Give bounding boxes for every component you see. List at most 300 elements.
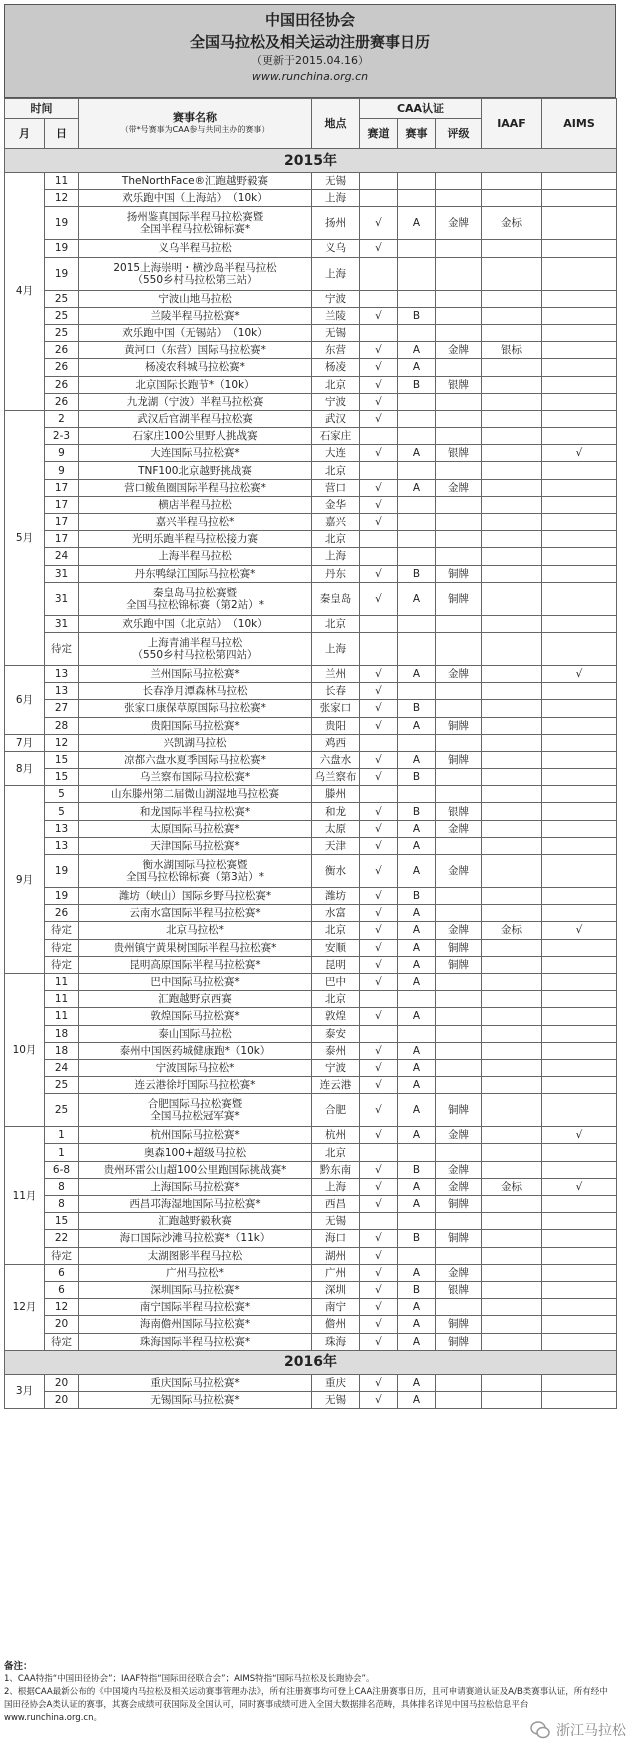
day-cell: 20	[45, 1316, 79, 1333]
aims-cell	[542, 769, 617, 786]
grade-cell	[436, 1374, 482, 1391]
location-cell: 北京	[312, 376, 360, 393]
day-cell: 12	[45, 1299, 79, 1316]
grade-cell	[436, 190, 482, 207]
event-name-cell: 2015上海崇明・横沙岛半程马拉松 （550乡村马拉松第三站）	[79, 257, 312, 290]
iaaf-cell: 金标	[482, 1178, 542, 1195]
race-cert-cell: B	[398, 376, 436, 393]
year-row	[5, 149, 617, 173]
grade-cell: 铜牌	[436, 1094, 482, 1127]
course-cert-cell: √	[360, 445, 398, 462]
iaaf-cell	[482, 376, 542, 393]
table-row	[5, 410, 617, 427]
aims-cell	[542, 410, 617, 427]
race-cert-cell: A	[398, 1391, 436, 1408]
day-cell: 9	[45, 445, 79, 462]
iaaf-cell	[482, 324, 542, 341]
course-cert-cell: √	[360, 855, 398, 888]
table-row	[5, 428, 617, 445]
day-cell: 待定	[45, 632, 79, 665]
table-row	[5, 1025, 617, 1042]
location-cell: 义乌	[312, 240, 360, 257]
grade-cell: 金牌	[436, 207, 482, 240]
day-cell: 11	[45, 973, 79, 990]
event-name-cell: 欢乐跑中国（北京站） （10k）	[79, 615, 312, 632]
event-name-cell: 凉都六盘水夏季国际马拉松赛*	[79, 751, 312, 768]
event-name-cell: 横店半程马拉松	[79, 496, 312, 513]
location-cell: 广州	[312, 1264, 360, 1281]
website-url: www.runchina.org.cn	[251, 70, 369, 83]
grade-cell	[436, 769, 482, 786]
course-cert-cell: √	[360, 803, 398, 820]
event-name-cell: 嘉兴半程马拉松*	[79, 514, 312, 531]
location-cell: 大连	[312, 445, 360, 462]
iaaf-cell	[482, 1247, 542, 1264]
table-row	[5, 905, 617, 922]
location-cell: 北京	[312, 922, 360, 939]
table-row	[5, 956, 617, 973]
table-row	[5, 207, 617, 240]
day-cell: 20	[45, 1374, 79, 1391]
grade-cell: 银牌	[436, 1281, 482, 1298]
event-name-cell: 敦煌国际马拉松赛*	[79, 1008, 312, 1025]
course-cert-cell: √	[360, 410, 398, 427]
grade-cell	[436, 240, 482, 257]
day-cell: 待定	[45, 956, 79, 973]
iaaf-cell	[482, 615, 542, 632]
course-cert-cell: √	[360, 1127, 398, 1144]
aims-cell	[542, 700, 617, 717]
notes-title: 备注：	[4, 1661, 33, 1672]
table-row	[5, 700, 617, 717]
iaaf-cell	[482, 905, 542, 922]
location-cell: 儋州	[312, 1316, 360, 1333]
day-cell: 8	[45, 1196, 79, 1213]
day-cell: 6	[45, 1264, 79, 1281]
course-cert-cell	[360, 531, 398, 548]
table-row	[5, 837, 617, 854]
aims-cell	[542, 428, 617, 445]
iaaf-cell	[482, 939, 542, 956]
aims-cell	[542, 1094, 617, 1127]
course-cert-cell: √	[360, 1008, 398, 1025]
org-name: 中国田径协会	[264, 11, 355, 29]
grade-cell	[436, 462, 482, 479]
grade-cell: 金牌	[436, 1161, 482, 1178]
course-cert-cell: √	[360, 1230, 398, 1247]
day-cell: 13	[45, 820, 79, 837]
grade-cell: 铜牌	[436, 582, 482, 615]
grade-cell	[436, 548, 482, 565]
course-cert-cell	[360, 548, 398, 565]
aims-cell	[542, 855, 617, 888]
col-race: 赛事	[398, 119, 436, 149]
event-name-cell: 泰山国际马拉松	[79, 1025, 312, 1042]
grade-cell	[436, 1008, 482, 1025]
notes-line-2: 2、根据CAA最新公布的《中国境内马拉松及相关运动赛事管理办法》，所有注册赛事均可登上CAA注册赛事日历，且可申请赛道认证及A/B类赛事认证，所有经中国田径协会A类认证的赛事，其赛会成绩可获国际及全国认可，同时赛事成绩可进入全国大数据排名范畴，具体排名详见中国马拉松信息平台www.runchina.org.cn。	[4, 1687, 608, 1723]
course-cert-cell	[360, 1144, 398, 1161]
event-name-cell: 义乌半程马拉松	[79, 240, 312, 257]
event-name-cell: 扬州鉴真国际半程马拉松赛暨 全国半程马拉松锦标赛*	[79, 207, 312, 240]
day-cell: 25	[45, 307, 79, 324]
race-cert-cell: A	[398, 922, 436, 939]
aims-cell	[542, 1281, 617, 1298]
calendar-title: 全国马拉松及相关运动注册赛事日历	[189, 33, 430, 51]
location-cell: 无锡	[312, 324, 360, 341]
location-cell: 重庆	[312, 1374, 360, 1391]
grade-cell: 银牌	[436, 445, 482, 462]
aims-cell	[542, 1299, 617, 1316]
event-name-cell: 贵州环雷公山超100公里跑国际挑战赛*	[79, 1161, 312, 1178]
table-row	[5, 1247, 617, 1264]
day-cell: 15	[45, 751, 79, 768]
iaaf-cell	[482, 445, 542, 462]
event-name-cell: 北京国际长跑节*（10k）	[79, 376, 312, 393]
race-cert-cell: A	[398, 1127, 436, 1144]
event-name-cell: 宁波国际马拉松*	[79, 1059, 312, 1076]
iaaf-cell	[482, 769, 542, 786]
day-cell: 1	[45, 1144, 79, 1161]
table-row	[5, 462, 617, 479]
course-cert-cell	[360, 734, 398, 751]
aims-cell	[542, 190, 617, 207]
month-cell: 5月	[5, 410, 45, 665]
table-row	[5, 1213, 617, 1230]
iaaf-cell	[482, 548, 542, 565]
location-cell: 珠海	[312, 1333, 360, 1350]
grade-cell	[436, 615, 482, 632]
event-name-cell: 营口鲅鱼圈国际半程马拉松赛*	[79, 479, 312, 496]
table-row	[5, 1391, 617, 1408]
day-cell: 19	[45, 855, 79, 888]
day-cell: 31	[45, 582, 79, 615]
aims-cell	[542, 496, 617, 513]
aims-cell	[542, 1042, 617, 1059]
aims-cell	[542, 973, 617, 990]
iaaf-cell	[482, 1299, 542, 1316]
month-cell: 11月	[5, 1127, 45, 1265]
grade-cell: 金牌	[436, 479, 482, 496]
location-cell: 海口	[312, 1230, 360, 1247]
course-cert-cell	[360, 324, 398, 341]
aims-cell	[542, 683, 617, 700]
grade-cell: 铜牌	[436, 565, 482, 582]
iaaf-cell	[482, 173, 542, 190]
grade-cell	[436, 1247, 482, 1264]
event-name-cell: 深圳国际马拉松赛*	[79, 1281, 312, 1298]
course-cert-cell	[360, 173, 398, 190]
iaaf-cell	[482, 240, 542, 257]
event-name-cell: 欢乐跑中国（上海站） （10k）	[79, 190, 312, 207]
aims-cell	[542, 1333, 617, 1350]
grade-cell	[436, 359, 482, 376]
location-cell: 上海	[312, 632, 360, 665]
race-cert-cell: A	[398, 1196, 436, 1213]
table-row	[5, 1094, 617, 1127]
location-cell: 贵阳	[312, 717, 360, 734]
grade-cell: 银牌	[436, 803, 482, 820]
grade-cell: 金牌	[436, 1264, 482, 1281]
event-name-cell: 云南水富国际半程马拉松赛*	[79, 905, 312, 922]
day-cell: 20	[45, 1391, 79, 1408]
iaaf-cell	[482, 1213, 542, 1230]
event-name-cell: 昆明高原国际半程马拉松赛*	[79, 956, 312, 973]
course-cert-cell: √	[360, 1094, 398, 1127]
race-cert-cell: A	[398, 359, 436, 376]
table-row	[5, 922, 617, 939]
header-block	[4, 4, 616, 98]
course-cert-cell: √	[360, 1333, 398, 1350]
day-cell: 15	[45, 1213, 79, 1230]
event-name-cell: 上海半程马拉松	[79, 548, 312, 565]
iaaf-cell	[482, 700, 542, 717]
watermark-text: 浙江马拉松	[556, 1723, 626, 1739]
location-cell: 湖州	[312, 1247, 360, 1264]
grade-cell	[436, 973, 482, 990]
table-row	[5, 717, 617, 734]
aims-cell	[542, 1059, 617, 1076]
col-event-note: （带*号赛事为CAA参与共同主办的赛事）	[120, 124, 270, 134]
day-cell: 17	[45, 479, 79, 496]
race-cert-cell: A	[398, 1094, 436, 1127]
aims-cell	[542, 548, 617, 565]
aims-cell	[542, 1264, 617, 1281]
location-cell: 石家庄	[312, 428, 360, 445]
course-cert-cell: √	[360, 393, 398, 410]
iaaf-cell	[482, 837, 542, 854]
event-name-cell: 杭州国际马拉松赛*	[79, 1127, 312, 1144]
aims-cell	[542, 376, 617, 393]
wechat-logo-icon	[530, 1720, 550, 1740]
day-cell: 1	[45, 1127, 79, 1144]
course-cert-cell: √	[360, 207, 398, 240]
location-cell: 无锡	[312, 173, 360, 190]
race-cert-cell	[398, 496, 436, 513]
iaaf-cell	[482, 1391, 542, 1408]
race-cert-cell: A	[398, 479, 436, 496]
location-cell: 宁波	[312, 1059, 360, 1076]
course-cert-cell: √	[360, 922, 398, 939]
iaaf-cell	[482, 1077, 542, 1094]
iaaf-cell	[482, 888, 542, 905]
course-cert-cell: √	[360, 1264, 398, 1281]
location-cell: 太原	[312, 820, 360, 837]
race-cert-cell: A	[398, 751, 436, 768]
grade-cell	[436, 1299, 482, 1316]
iaaf-cell	[482, 991, 542, 1008]
event-name-cell: 泰州中国医药城健康跑*（10k）	[79, 1042, 312, 1059]
aims-cell	[542, 734, 617, 751]
race-cert-cell	[398, 1213, 436, 1230]
table-row	[5, 888, 617, 905]
aims-cell	[542, 1161, 617, 1178]
col-location: 地点	[312, 99, 360, 149]
event-name-cell: 上海国际马拉松赛*	[79, 1178, 312, 1195]
grade-cell: 金牌	[436, 922, 482, 939]
aims-cell	[542, 1144, 617, 1161]
iaaf-cell	[482, 717, 542, 734]
race-cert-cell	[398, 410, 436, 427]
race-cert-cell	[398, 531, 436, 548]
watermark	[530, 1720, 626, 1740]
notes-line-1: 1、CAA特指“中国田径协会”；IAAF特指“国际田径联合会”；AIMS特指“国际马拉松及长跑协会”。	[4, 1674, 375, 1684]
course-cert-cell: √	[360, 665, 398, 682]
day-cell: 待定	[45, 922, 79, 939]
race-cert-cell: B	[398, 700, 436, 717]
course-cert-cell	[360, 615, 398, 632]
day-cell: 25	[45, 290, 79, 307]
grade-cell	[436, 786, 482, 803]
event-name-cell: 和龙国际半程马拉松赛*	[79, 803, 312, 820]
col-aims: AIMS	[542, 99, 617, 149]
table-row	[5, 376, 617, 393]
event-name-cell: 长春净月潭森林马拉松	[79, 683, 312, 700]
event-table	[4, 98, 617, 1409]
race-cert-cell: A	[398, 207, 436, 240]
iaaf-cell	[482, 1161, 542, 1178]
race-cert-cell: B	[398, 565, 436, 582]
iaaf-cell	[482, 1042, 542, 1059]
race-cert-cell: A	[398, 905, 436, 922]
aims-cell	[542, 1008, 617, 1025]
table-row	[5, 1161, 617, 1178]
day-cell: 25	[45, 1094, 79, 1127]
table-row	[5, 734, 617, 751]
event-name-cell: 珠海国际半程马拉松赛*	[79, 1333, 312, 1350]
grade-cell	[436, 1391, 482, 1408]
race-cert-cell	[398, 786, 436, 803]
location-cell: 衡水	[312, 855, 360, 888]
race-cert-cell	[398, 462, 436, 479]
event-name-cell: 贵阳国际马拉松赛*	[79, 717, 312, 734]
race-cert-cell	[398, 173, 436, 190]
race-cert-cell: A	[398, 445, 436, 462]
location-cell: 武汉	[312, 410, 360, 427]
day-cell: 22	[45, 1230, 79, 1247]
table-row	[5, 565, 617, 582]
aims-cell	[542, 1374, 617, 1391]
course-cert-cell: √	[360, 973, 398, 990]
location-cell: 上海	[312, 257, 360, 290]
table-row	[5, 1299, 617, 1316]
aims-cell	[542, 514, 617, 531]
month-cell: 10月	[5, 973, 45, 1126]
aims-cell	[542, 1025, 617, 1042]
iaaf-cell	[482, 1127, 542, 1144]
course-cert-cell: √	[360, 1059, 398, 1076]
calendar-sheet	[4, 4, 616, 1409]
location-cell: 上海	[312, 190, 360, 207]
day-cell: 19	[45, 257, 79, 290]
grade-cell	[436, 173, 482, 190]
day-cell: 13	[45, 837, 79, 854]
race-cert-cell	[398, 428, 436, 445]
aims-cell: √	[542, 1127, 617, 1144]
location-cell: 宁波	[312, 290, 360, 307]
grade-cell	[436, 837, 482, 854]
year-label: 2016年	[5, 1350, 617, 1374]
event-name-cell: 广州马拉松*	[79, 1264, 312, 1281]
day-cell: 19	[45, 207, 79, 240]
day-cell: 2	[45, 410, 79, 427]
event-name-cell: 秦皇岛马拉松赛暨 全国马拉松锦标赛（第2站）*	[79, 582, 312, 615]
race-cert-cell: A	[398, 1059, 436, 1076]
iaaf-cell	[482, 359, 542, 376]
table-row	[5, 1059, 617, 1076]
table-row	[5, 1144, 617, 1161]
race-cert-cell: A	[398, 820, 436, 837]
race-cert-cell: A	[398, 1264, 436, 1281]
iaaf-cell	[482, 531, 542, 548]
table-row	[5, 1178, 617, 1195]
iaaf-cell	[482, 1059, 542, 1076]
table-row	[5, 991, 617, 1008]
location-cell: 嘉兴	[312, 514, 360, 531]
event-name-cell: TNF100北京越野挑战赛	[79, 462, 312, 479]
aims-cell	[542, 173, 617, 190]
course-cert-cell	[360, 991, 398, 1008]
aims-cell	[542, 632, 617, 665]
event-name-cell: 连云港徐圩国际马拉松赛*	[79, 1077, 312, 1094]
event-name-cell: 黄河口（东营）国际马拉松赛*	[79, 342, 312, 359]
race-cert-cell: B	[398, 1281, 436, 1298]
iaaf-cell	[482, 855, 542, 888]
location-cell: 昆明	[312, 956, 360, 973]
iaaf-cell	[482, 632, 542, 665]
iaaf-cell	[482, 257, 542, 290]
location-cell: 潍坊	[312, 888, 360, 905]
course-cert-cell: √	[360, 1077, 398, 1094]
table-row	[5, 632, 617, 665]
aims-cell: √	[542, 1178, 617, 1195]
race-cert-cell: A	[398, 1333, 436, 1350]
location-cell: 扬州	[312, 207, 360, 240]
event-name-cell: 潍坊（峡山）国际乡野马拉松赛*	[79, 888, 312, 905]
event-name-cell: 杨凌农科城马拉松赛*	[79, 359, 312, 376]
grade-cell	[436, 683, 482, 700]
location-cell: 张家口	[312, 700, 360, 717]
race-cert-cell	[398, 393, 436, 410]
day-cell: 26	[45, 905, 79, 922]
race-cert-cell	[398, 632, 436, 665]
col-course: 赛道	[360, 119, 398, 149]
iaaf-cell	[482, 428, 542, 445]
aims-cell	[542, 786, 617, 803]
aims-cell	[542, 531, 617, 548]
grade-cell	[436, 410, 482, 427]
event-name-cell: 北京马拉松*	[79, 922, 312, 939]
day-cell: 26	[45, 393, 79, 410]
col-day: 日	[45, 119, 79, 149]
event-name-cell: 兰州国际马拉松赛*	[79, 665, 312, 682]
grade-cell	[436, 514, 482, 531]
iaaf-cell	[482, 496, 542, 513]
iaaf-cell	[482, 683, 542, 700]
grade-cell: 银牌	[436, 376, 482, 393]
course-cert-cell	[360, 786, 398, 803]
race-cert-cell	[398, 324, 436, 341]
table-row	[5, 1374, 617, 1391]
day-cell: 13	[45, 683, 79, 700]
iaaf-cell	[482, 820, 542, 837]
day-cell: 26	[45, 376, 79, 393]
event-name-cell: 巴中国际马拉松赛*	[79, 973, 312, 990]
aims-cell: √	[542, 922, 617, 939]
table-row	[5, 307, 617, 324]
table-row	[5, 1264, 617, 1281]
event-name-cell: 天津国际马拉松赛*	[79, 837, 312, 854]
aims-cell	[542, 1077, 617, 1094]
